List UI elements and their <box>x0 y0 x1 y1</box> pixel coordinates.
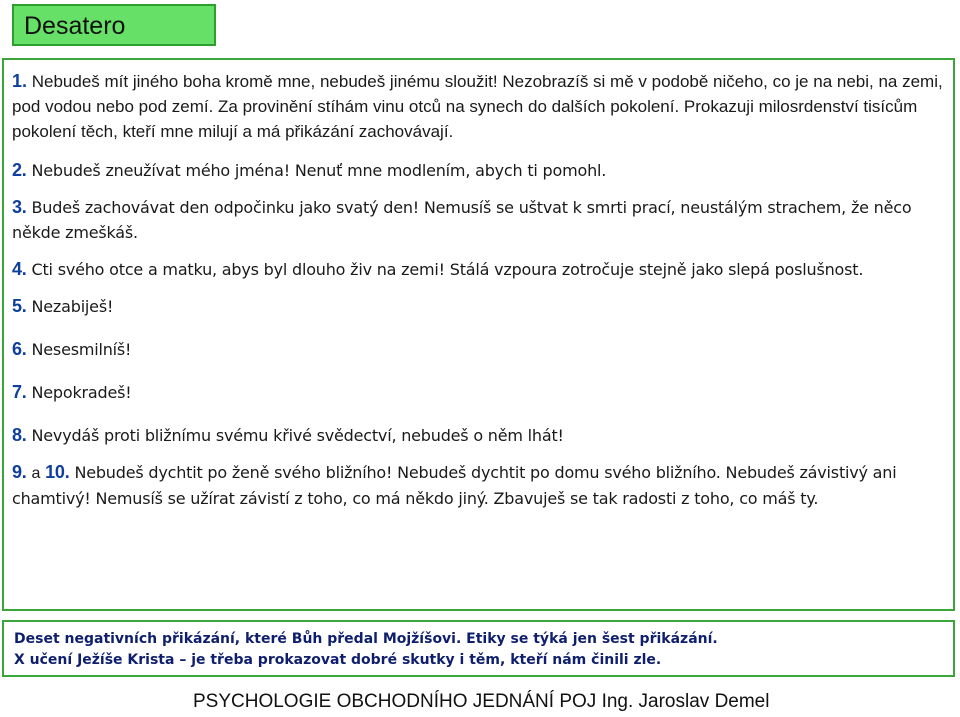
commandment-9-10 <box>12 460 945 511</box>
commandment-4 <box>12 257 945 282</box>
commandment-number: 3. <box>12 197 27 217</box>
commandment-text: Nepokradeš! <box>31 383 132 402</box>
note-box <box>2 620 955 677</box>
footer-text: PSYCHOLOGIE OBCHODNÍHO JEDNÁNÍ POJ Ing. Jaroslav Demel <box>193 691 770 712</box>
commandment-7 <box>12 380 945 405</box>
slide-title: Desatero <box>12 4 216 46</box>
commandment-2 <box>12 158 945 183</box>
commandment-5 <box>12 294 945 319</box>
commandment-number: 5. <box>12 296 27 316</box>
commandment-number: 1. <box>12 71 28 91</box>
commandment-3 <box>12 195 945 245</box>
commandment-number-secondary: 10. <box>45 462 70 482</box>
commandment-text: Budeš zachovávat den odpočinku jako svatý den! Nemusíš se uštvat k smrti prací, neustálým strachem, že něco někde zmeškáš. <box>12 198 912 242</box>
commandment-6 <box>12 337 945 362</box>
commandment-8 <box>12 423 945 448</box>
commandment-number: 9. <box>12 462 27 482</box>
note-line-2: X učení Ježíše Krista – je třeba prokazovat dobré skutky i těm, kteří nám činili zle. <box>14 652 662 668</box>
commandment-number: 2. <box>12 160 27 180</box>
commandments-box <box>2 58 955 611</box>
commandment-number: 6. <box>12 339 27 359</box>
commandment-number: 7. <box>12 382 27 402</box>
note-line-1: Deset negativních přikázání, které Bůh předal Mojžíšovi. Etiky se týká jen šest přikázání. <box>14 631 718 647</box>
commandment-text: Nevydáš proti bližnímu svému křivé svědectví, nebudeš o něm lhát! <box>31 426 564 445</box>
commandment-text: Nebudeš mít jiného boha kromě mne, nebudeš jinému sloužit! Nezobrazíš si mě v podobě ničeho, co je na nebi, na zemi, pod vodou nebo pod zemí. Za provinění stíhám vinu otců na synech do dalších pokolení. Prokazuji milosrdenství tisícům pokolení těch, kteří mne milují a má přikázání zachovávají. <box>12 72 943 141</box>
commandment-text: Nebudeš dychtit po ženě svého bližního! Nebudeš dychtit po domu svého bližního. Nebudeš závistivý ani chamtivý! Nemusíš se užírat závistí z toho, co má někdo jiný. Zbavuješ se tak radosti z toho, co máš ty. <box>12 463 897 508</box>
commandment-text: Nezabiješ! <box>31 297 114 316</box>
commandment-1 <box>12 69 945 144</box>
commandment-number: 4. <box>12 259 27 279</box>
commandment-connector: a <box>31 465 41 482</box>
commandment-number: 8. <box>12 425 27 445</box>
commandment-text: Nebudeš zneužívat mého jména! Nenuť mne modlením, abych ti pomohl. <box>31 161 607 180</box>
commandment-text: Cti svého otce a matku, abys byl dlouho živ na zemi! Stálá vzpoura zotročuje stejně jako slepá poslušnost. <box>31 260 864 279</box>
commandment-text: Nesesmilníš! <box>31 340 132 359</box>
